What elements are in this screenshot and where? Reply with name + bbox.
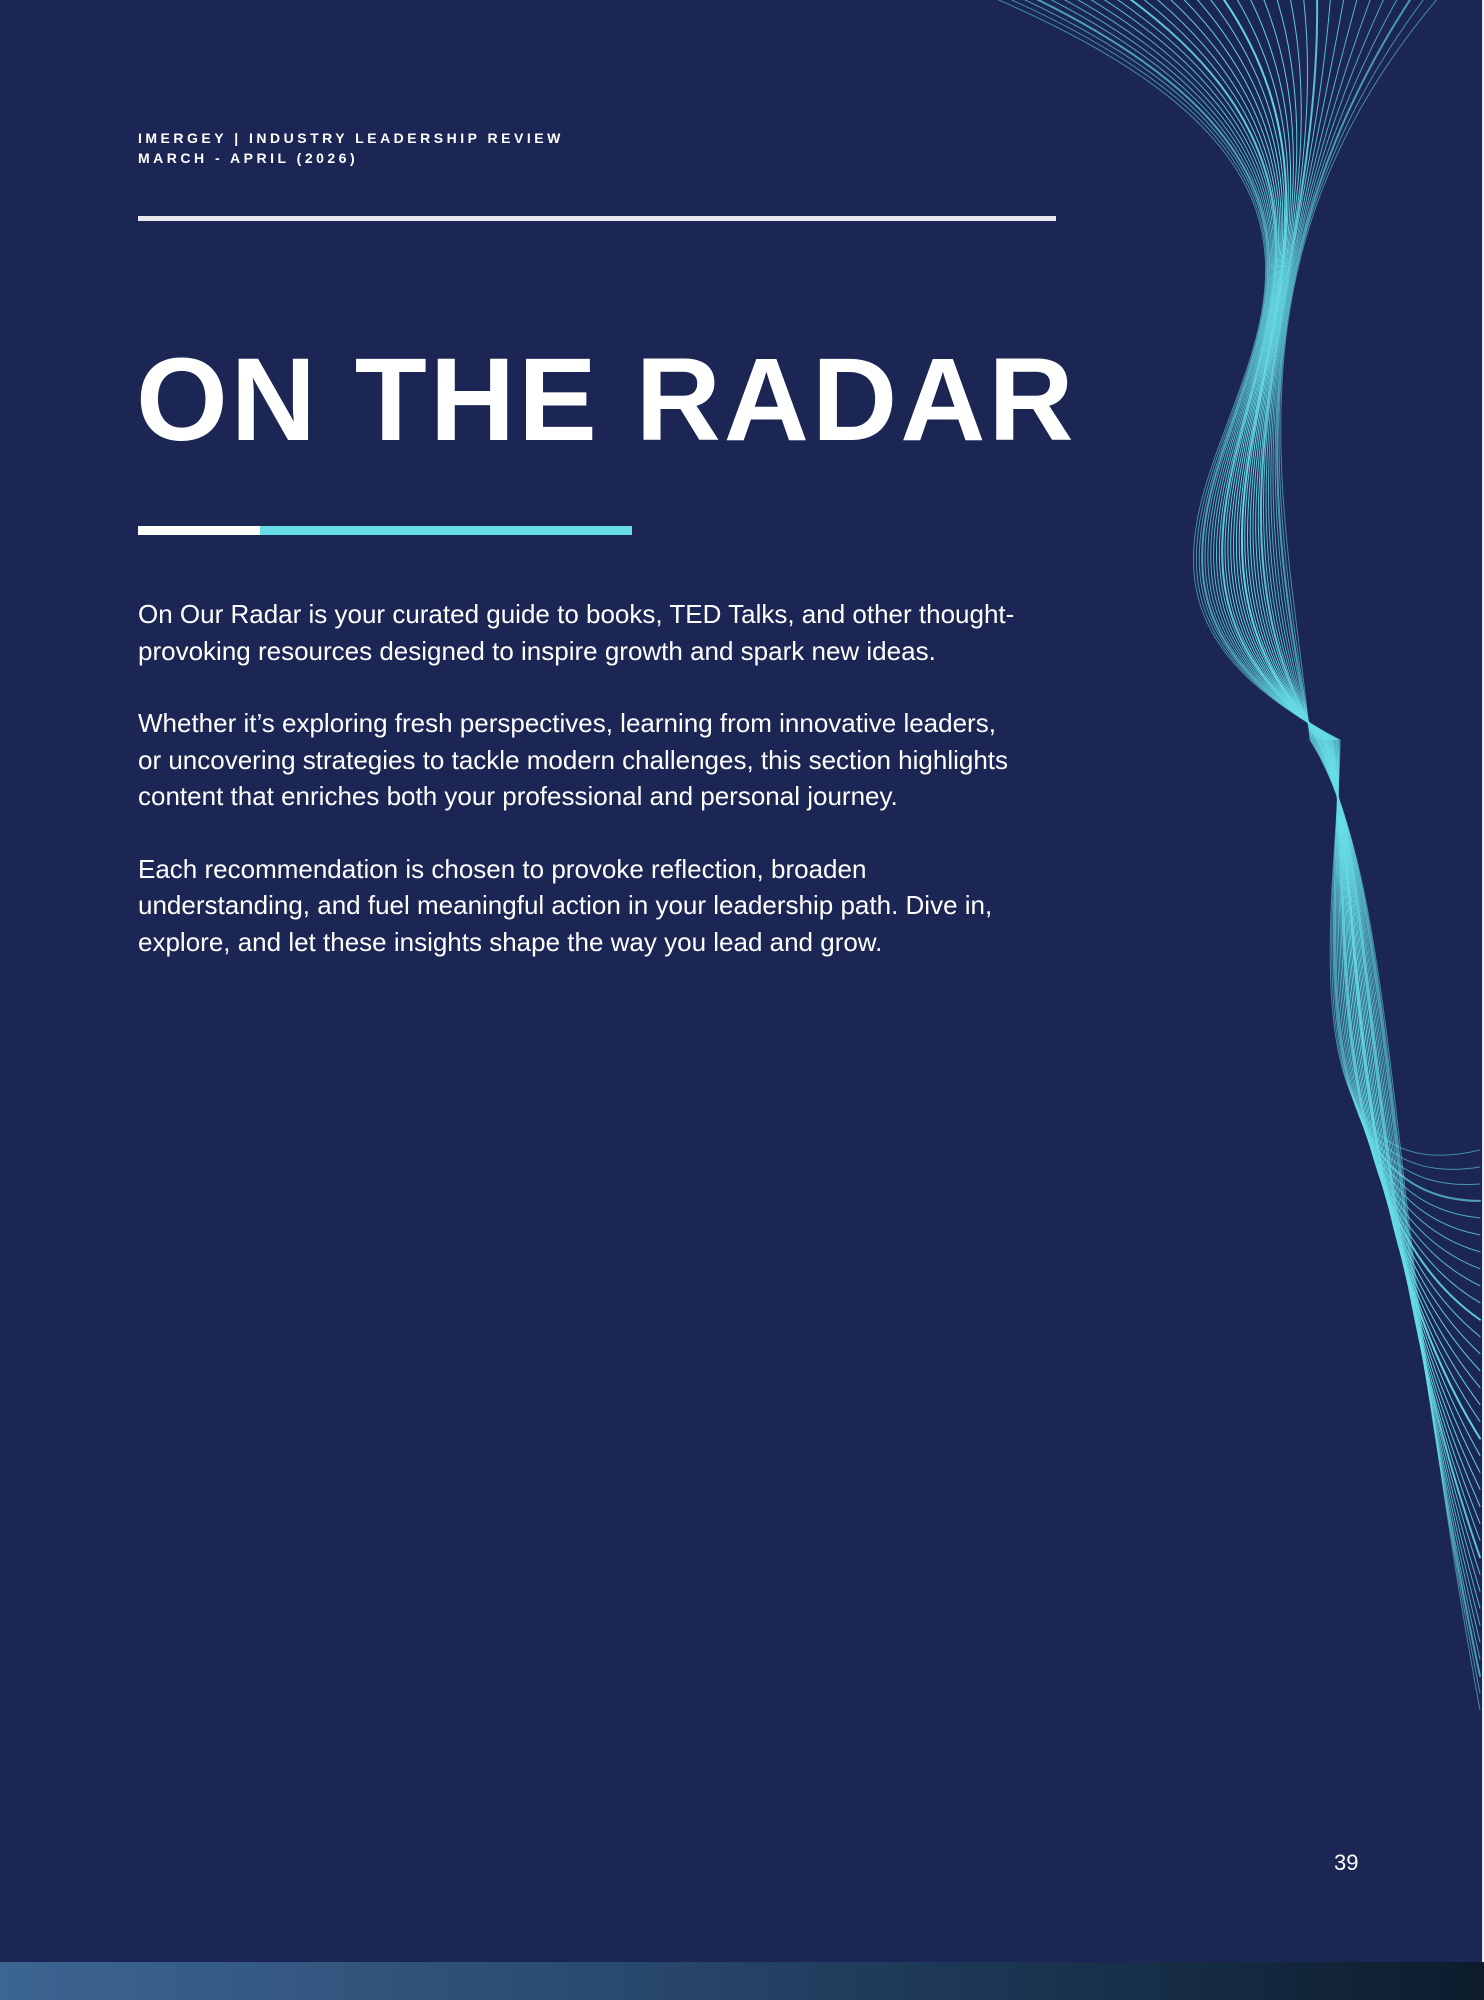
wave-line: [1160, 0, 1480, 1371]
wave-line: [975, 0, 1480, 1155]
intro-paragraph-1: On Our Radar is your curated guide to books, TED Talks, and other thought-provoking resources designed to inspire growth and spark new ideas.: [138, 599, 1015, 666]
wave-line: [1273, 0, 1480, 1642]
wave-line: [1250, 0, 1480, 1489]
wave-line: [1046, 0, 1480, 1235]
wave-line: [1203, 0, 1480, 1422]
issue-date: MARCH - APRIL (2026): [138, 150, 359, 166]
wave-line: [1275, 0, 1480, 1659]
wave-line: [1018, 0, 1480, 1201]
wave-line: [1217, 0, 1480, 1438]
intro-paragraph-3: Each recommendation is chosen to provoke reflection, broaden understanding, and fuel meaningful action in your leadership path. Dive in, explore, and let these insights shape the way you lead and grow.: [138, 853, 993, 957]
wave-line: [1261, 0, 1480, 1557]
wave-line: [1146, 0, 1480, 1354]
wave-line: [1264, 0, 1480, 1574]
wave-line: [1253, 0, 1480, 1506]
page-number: 39: [1334, 1850, 1359, 1875]
bottom-gradient-band: [0, 1962, 1484, 2000]
wave-line: [1258, 0, 1480, 1540]
wave-line: [1279, 0, 1480, 1693]
wave-line: [1132, 0, 1480, 1337]
title-accent-bar: [138, 526, 632, 535]
page-title: ON THE RADAR: [136, 334, 1077, 466]
wave-line: [1246, 0, 1480, 1472]
wave-line: [1003, 0, 1480, 1185]
wave-line: [1117, 0, 1480, 1320]
wave-line: [1231, 0, 1480, 1455]
wave-line: [1032, 0, 1480, 1218]
wave-line: [1266, 0, 1480, 1591]
wave-line: [1268, 0, 1480, 1608]
wave-line: [989, 0, 1480, 1169]
wave-line: [1271, 0, 1480, 1625]
publication-name: IMERGEY | INDUSTRY LEADERSHIP REVIEW: [138, 130, 564, 146]
intro-text: [138, 596, 1018, 996]
intro-paragraph-2: Whether it’s exploring fresh perspectives, learning from innovative leaders, or uncovering strategies to tackle modern challenges, this section highlights content that enriches both your professional and personal journey.: [138, 708, 1009, 811]
wave-line: [1060, 0, 1480, 1252]
wave-line: [1089, 0, 1480, 1286]
wave-line: [1103, 0, 1480, 1303]
wave-line: [1189, 0, 1480, 1405]
wave-line: [1256, 0, 1480, 1523]
accent-bar-cyan-segment: [260, 526, 632, 535]
wave-line: [1174, 0, 1480, 1388]
wave-line: [1281, 0, 1480, 1710]
accent-bar-white-segment: [138, 526, 260, 535]
wave-line: [1277, 0, 1480, 1676]
header-divider: [138, 216, 1056, 221]
wave-line: [1075, 0, 1480, 1269]
publication-header: [138, 128, 564, 168]
